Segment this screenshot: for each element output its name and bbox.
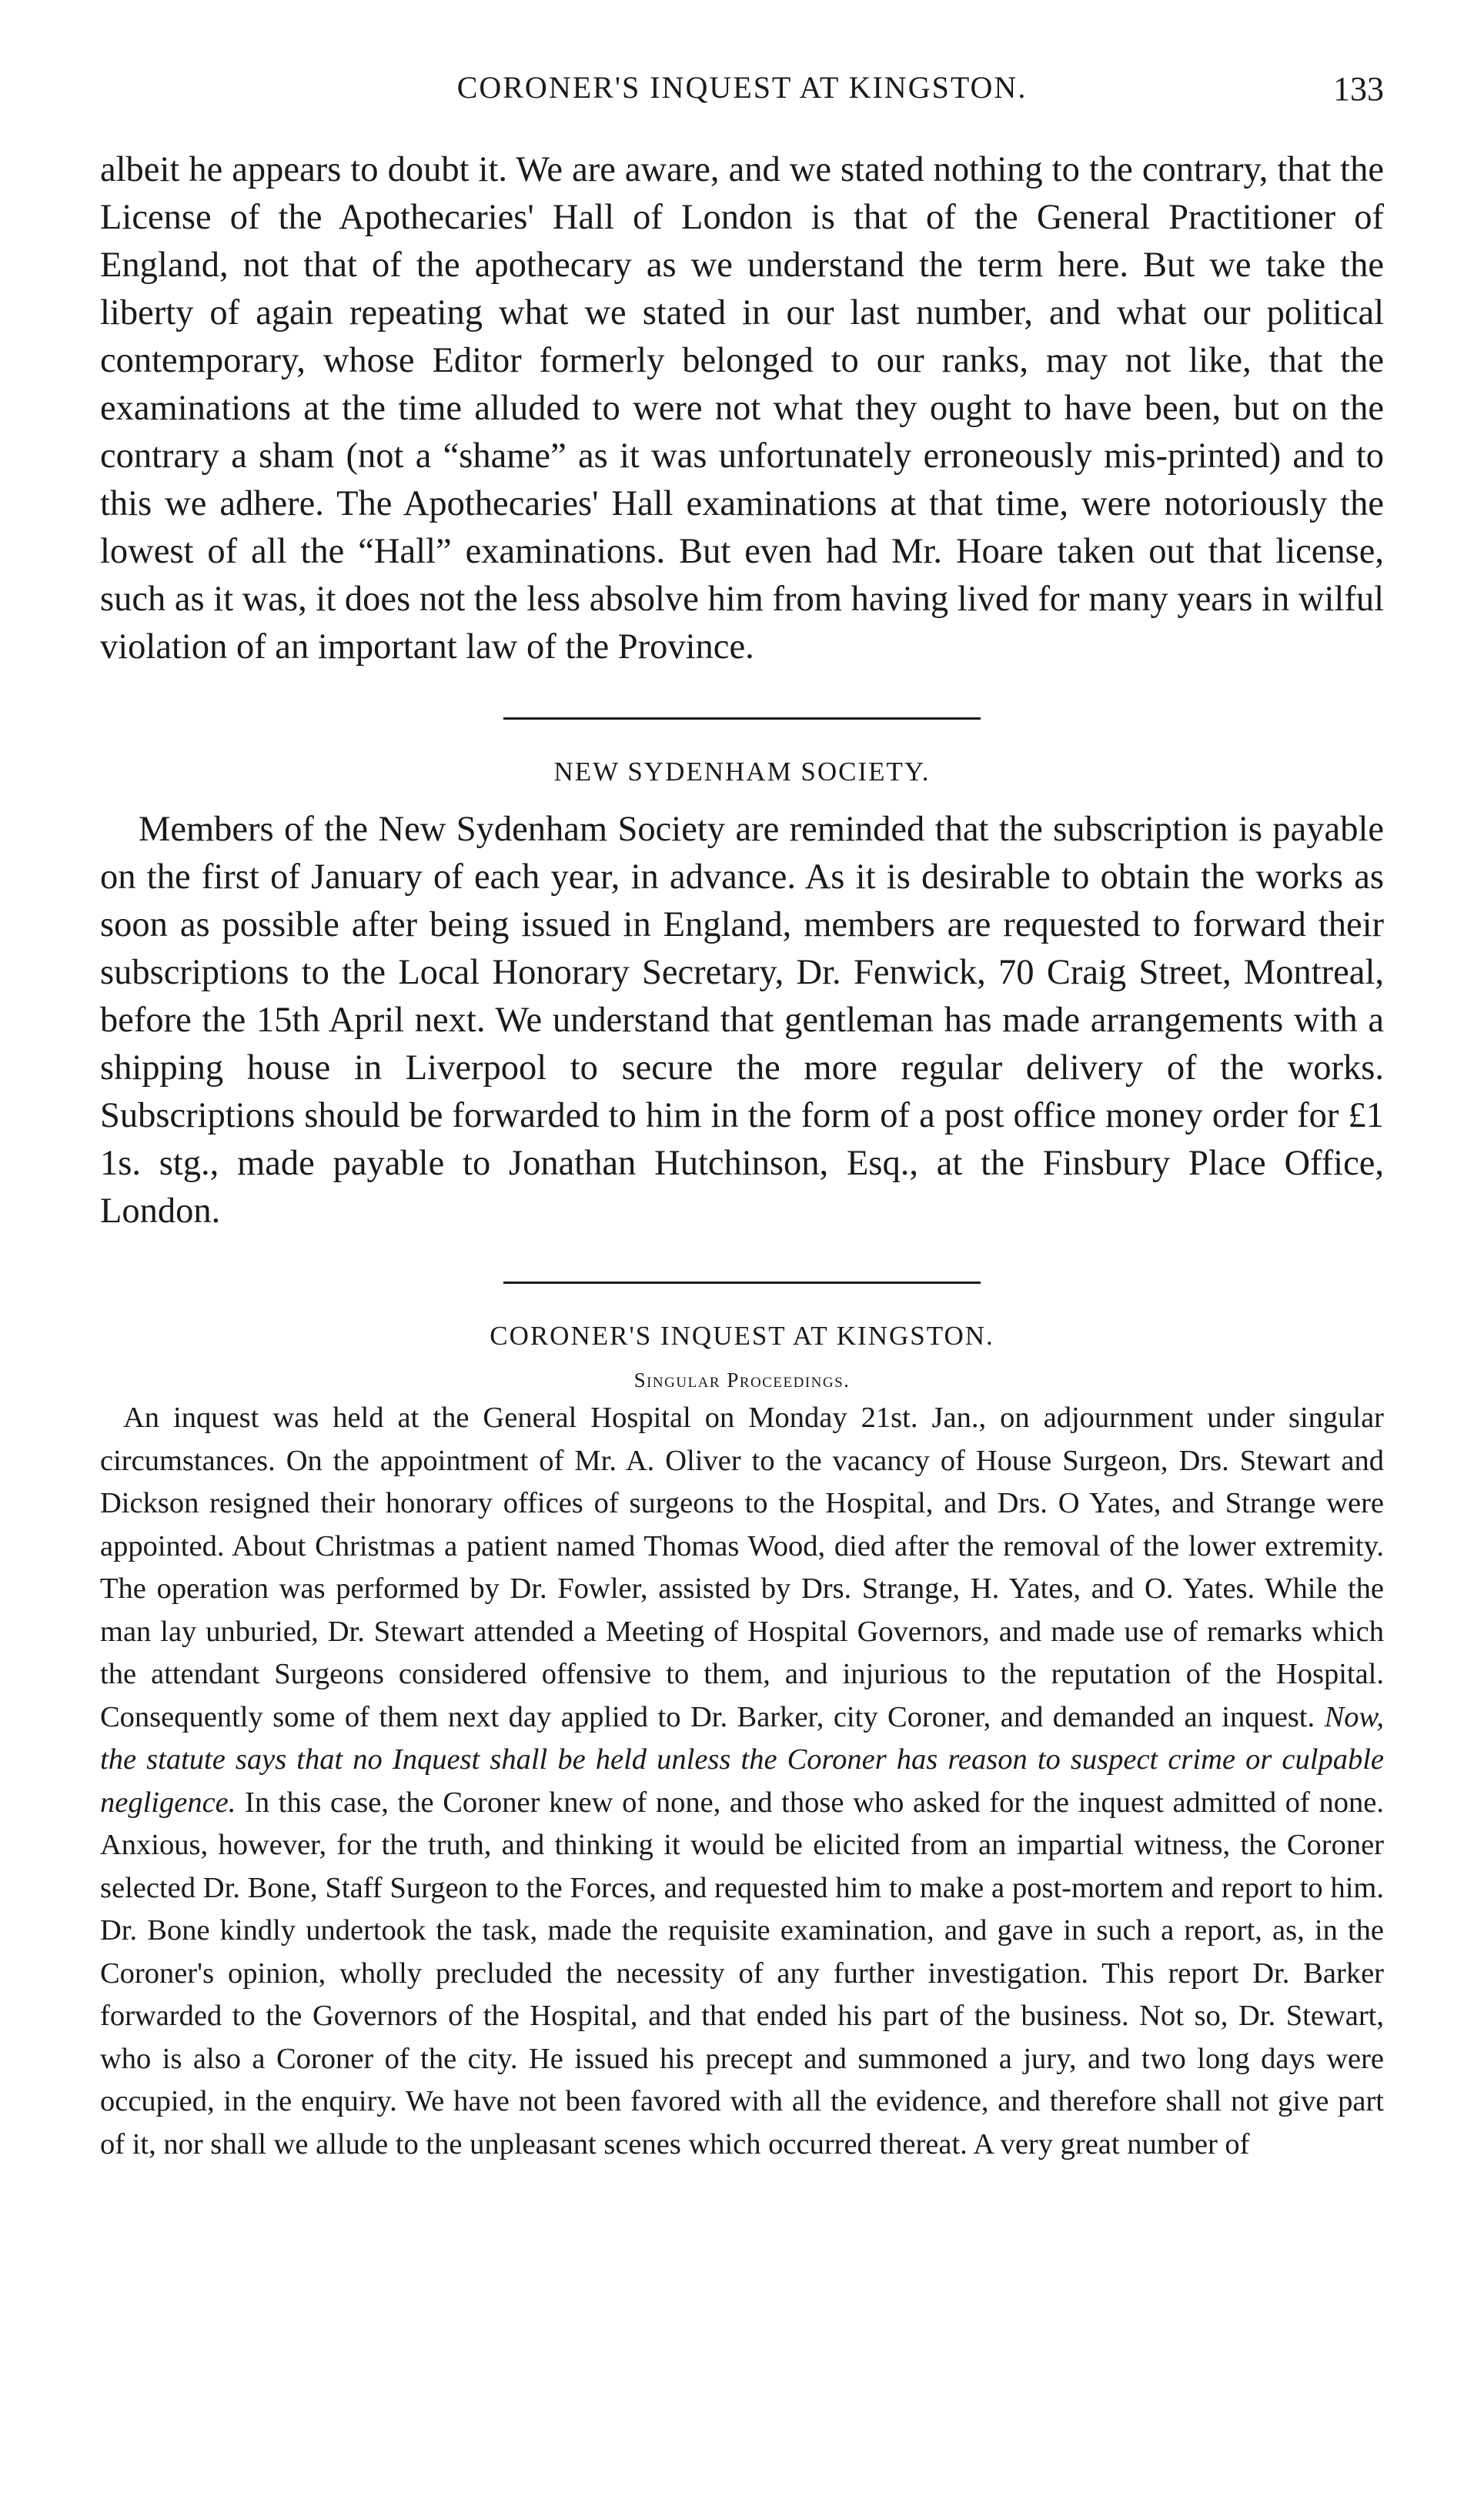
running-title: CORONER'S INQUEST AT KINGSTON. — [456, 70, 1028, 105]
inquest-paragraph-block — [100, 1397, 1384, 2166]
inquest-text-before: An inquest was held at the General Hospital on Monday 21st. Jan., on adjournment under singular circumstances. On the appointment of Mr. A. Oliver to the vacancy of House Surgeon, Drs. Stewart and Dickson resigned their honorary offices of surgeons to the Hospital, and Drs. O Yates, and Strange were appointed. About Christmas a patient named Thomas Wood, died after the removal of the lower extremity. The operation was performed by Dr. Fowler, assisted by Drs. Strange, H. Yates, and O. Yates. While the man lay unburied, Dr. Stewart attended a Meeting of Hospital Governors, and made use of remarks which the attendant Surgeons considered offensive to them, and injurious to the reputation of the Hospital. Consequently some of them next day applied to Dr. Barker, city Coroner, and demanded an inquest. — [100, 1402, 1384, 1733]
sydenham-paragraph-block — [100, 806, 1384, 1235]
continuation-paragraph-block — [100, 146, 1384, 671]
section-heading-sydenham: NEW SYDENHAM SOCIETY. — [553, 757, 931, 787]
inquest-italic-statute: Now, the statute says that no Inquest shall be held unless the Coroner has reason to suspect crime or culpable negligence. — [100, 1700, 1384, 1819]
running-head — [100, 69, 1384, 115]
page-number: 133 — [1333, 70, 1384, 108]
section-subheading-inquest: Singular Proceedings. — [633, 1368, 851, 1392]
section-divider-2 — [503, 1282, 981, 1284]
sydenham-paragraph: Members of the New Sydenham Society are reminded that the subscription is payable on the first of January of each year, in advance. As it is desirable to obtain the works as soon as possible after being issued in England, members are requested to forward their subscriptions to the Local Honorary Secretary, Dr. Fenwick, 70 Craig Street, Montreal, before the 15th April next. We understand that gentleman has made arrangements with a shipping house in Liverpool to secure the more regular delivery of the works. Subscriptions should be forwarded to him in the form of a post office money order for £1 1s. stg., made payable to Jonathan Hutchinson, Esq., at the Finsbury Place Office, London. — [100, 810, 1384, 1231]
section-divider-1 — [503, 717, 981, 720]
inquest-paragraph — [100, 1397, 1384, 2166]
section-heading-inquest: CORONER'S INQUEST AT KINGSTON. — [490, 1321, 994, 1351]
inquest-text-after: In this case, the Coroner knew of none, and those who asked for the inquest admitted of none. Anxious, however, for the truth, and thinking it would be elicited from an impartial witness, the Coroner selected Dr. Bone, Staff Surgeon to the Forces, and requested him to make a post-mortem and report to him. Dr. Bone kindly undertook the task, made the requisite examination, and gave in such a report, as, in the Coroner's opinion, wholly precluded the necessity of any further investigation. This report Dr. Barker forwarded to the Governors of the Hospital, and that ended his part of the business. Not so, Dr. Stewart, who is also a Coroner of the city. He issued his precept and summoned a jury, and two long days were occupied, in the enquiry. We have not been favored with all the evidence, and therefore shall not give part of it, nor shall we allude to the unpleasant scenes which occurred thereat. A very great number of — [100, 1786, 1384, 2160]
continuation-paragraph: albeit he appears to doubt it. We are aware, and we stated nothing to the contrary, that the License of the Apothecaries' Hall of London is that of the General Practitioner of England, not that of the apothecary as we understand the term here. But we take the liberty of again repeating what we stated in our last number, and what our political contemporary, whose Editor formerly belonged to our ranks, may not like, that the examinations at the time alluded to were not what they ought to have been, but on the contrary a sham (not a “shame” as it was unfortunately erroneously mis-printed) and to this we adhere. The Apothecaries' Hall examinations at that time, were notoriously the lowest of all the “Hall” examinations. But even had Mr. Hoare taken out that license, such as it was, it does not the less absolve him from having lived for many years in wilful violation of an important law of the Province. — [100, 150, 1384, 667]
